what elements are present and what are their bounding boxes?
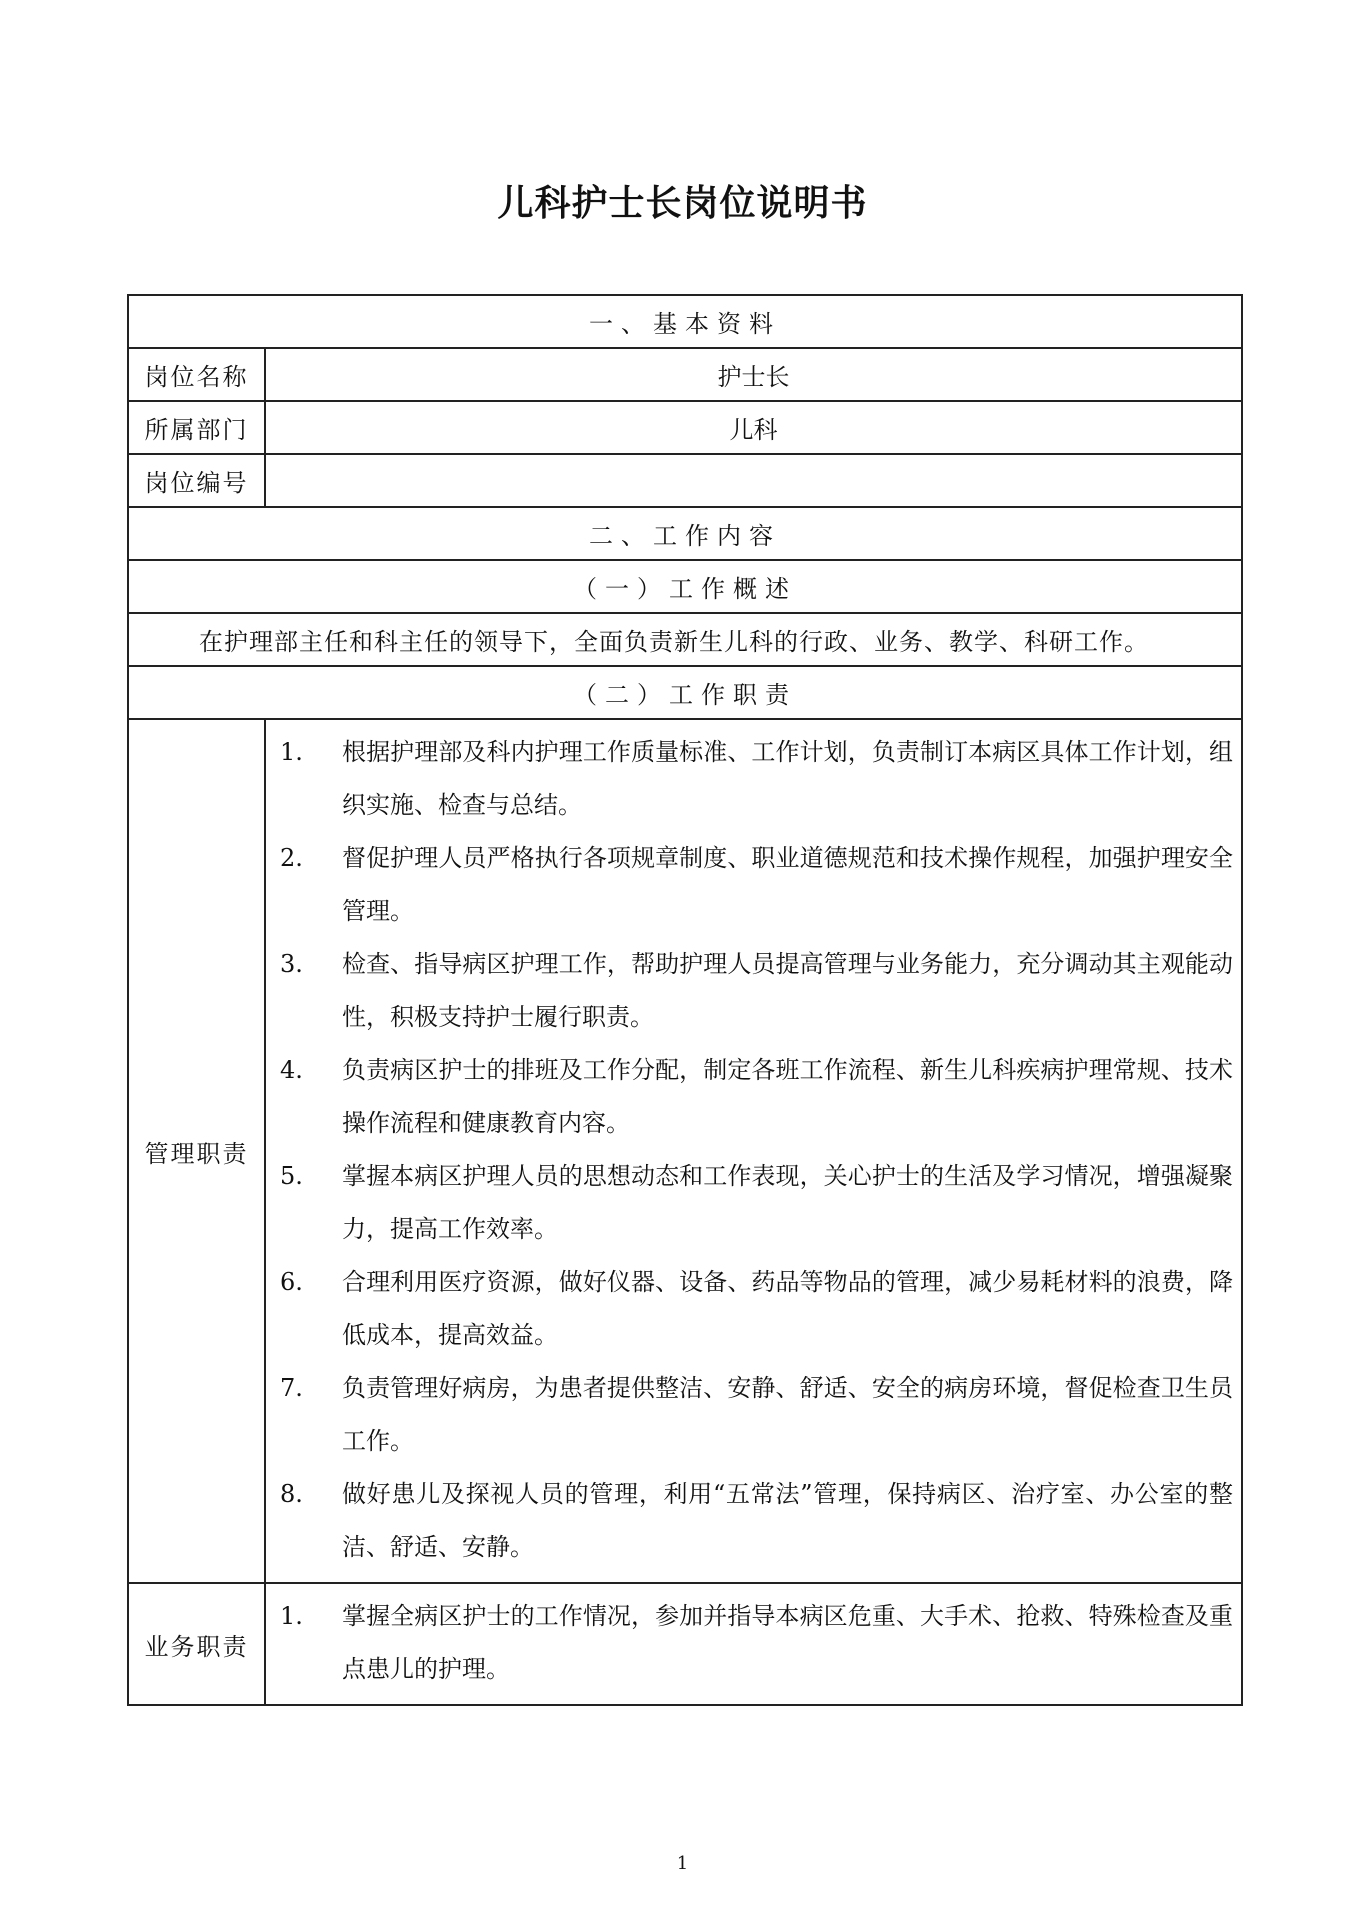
item-number: 6. (280, 1268, 303, 1296)
item-text: 做好患儿及探视人员的管理，利用“五常法”管理，保持病区、治疗室、办公室的整洁、舒适、安静。 (342, 1480, 1233, 1561)
section-heading-work: 二、工作内容 (128, 507, 1242, 560)
overview-row (128, 613, 1242, 666)
management-duties-list (266, 720, 1241, 1582)
list-item (266, 1256, 1237, 1362)
management-duties-row (128, 719, 1242, 1583)
position-code-row (128, 454, 1242, 507)
work-content-heading-row (128, 507, 1242, 560)
position-code-value (265, 454, 1242, 507)
position-name-row (128, 348, 1242, 401)
item-number: 8. (280, 1480, 303, 1508)
management-duties-cell (265, 719, 1242, 1583)
position-code-label: 岗位编号 (128, 454, 265, 507)
item-number: 2. (280, 844, 303, 872)
list-item (266, 1590, 1237, 1696)
basic-info-heading-row (128, 295, 1242, 348)
item-text: 合理利用医疗资源，做好仪器、设备、药品等物品的管理，减少易耗材料的浪费，降低成本，提高效益。 (342, 1268, 1233, 1349)
document-title: 儿科护士长岗位说明书 (497, 183, 868, 224)
business-duties-label: 业务职责 (128, 1583, 265, 1705)
management-duties-label: 管理职责 (128, 719, 265, 1583)
item-number: 1. (280, 1602, 303, 1630)
overview-heading-row (128, 560, 1242, 613)
item-text: 负责管理好病房，为患者提供整洁、安静、舒适、安全的病房环境，督促检查卫生员工作。 (342, 1374, 1233, 1455)
list-item (266, 832, 1237, 938)
position-name-value: 护士长 (265, 348, 1242, 401)
overview-text: 在护理部主任和科主任的领导下，全面负责新生儿科的行政、业务、教学、科研工作。 (128, 613, 1242, 666)
department-label: 所属部门 (128, 401, 265, 454)
item-number: 1. (280, 738, 303, 766)
subsection-heading-overview: （一）工作概述 (128, 560, 1242, 613)
item-text: 督促护理人员严格执行各项规章制度、职业道德规范和技术操作规程，加强护理安全管理。 (342, 844, 1233, 925)
list-item (266, 726, 1237, 832)
list-item (266, 938, 1237, 1044)
item-text: 检查、指导病区护理工作，帮助护理人员提高管理与业务能力，充分调动其主观能动性，积极支持护士履行职责。 (342, 950, 1233, 1031)
business-duties-list (266, 1584, 1241, 1704)
item-number: 7. (280, 1374, 303, 1402)
item-number: 4. (280, 1056, 303, 1084)
department-row (128, 401, 1242, 454)
item-number: 5. (280, 1162, 303, 1190)
list-item (266, 1468, 1237, 1574)
business-duties-row (128, 1583, 1242, 1705)
item-text: 根据护理部及科内护理工作质量标准、工作计划，负责制订本病区具体工作计划，组织实施、检查与总结。 (342, 738, 1233, 819)
position-name-label: 岗位名称 (128, 348, 265, 401)
list-item (266, 1150, 1237, 1256)
list-item (266, 1044, 1237, 1150)
job-description-table (127, 294, 1243, 1706)
item-text: 掌握本病区护理人员的思想动态和工作表现，关心护士的生活及学习情况，增强凝聚力，提高工作效率。 (342, 1162, 1233, 1243)
item-number: 3. (280, 950, 303, 978)
duties-heading-row (128, 666, 1242, 719)
item-text: 负责病区护士的排班及工作分配，制定各班工作流程、新生儿科疾病护理常规、技术操作流程和健康教育内容。 (342, 1056, 1233, 1137)
item-text: 掌握全病区护士的工作情况，参加并指导本病区危重、大手术、抢救、特殊检查及重点患儿的护理。 (342, 1602, 1233, 1683)
business-duties-cell (265, 1583, 1242, 1705)
section-heading-basic: 一、基本资料 (128, 295, 1242, 348)
department-value: 儿科 (265, 401, 1242, 454)
page-number: 1 (676, 1853, 689, 1874)
subsection-heading-duties: （二）工作职责 (128, 666, 1242, 719)
list-item (266, 1362, 1237, 1468)
